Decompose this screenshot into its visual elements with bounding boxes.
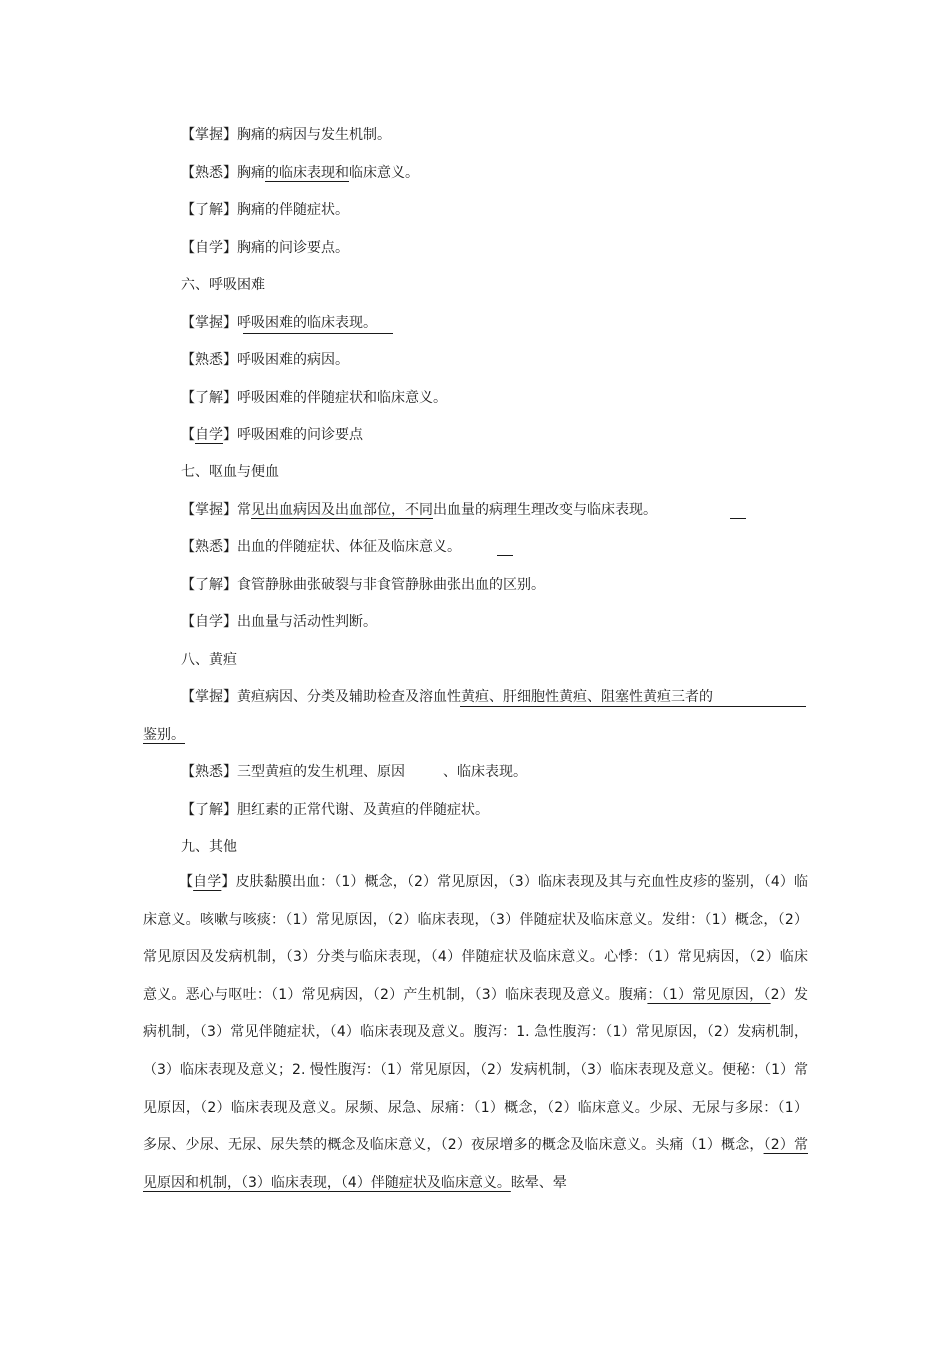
objective-text: 胸痛的病因与发生机制。: [237, 127, 391, 143]
underlined-text: 性黄疸、肝细胞性黄疸、阻塞性黄疸三者的: [447, 689, 713, 705]
section-heading-dyspnea: 六、呼吸困难: [181, 277, 265, 293]
hematemesis-understand: 【了解】食管静脉曲张破裂与非食管静脉曲张出血的区别。: [181, 577, 545, 593]
chest-pain-self-study: 【自学】胸痛的问诊要点。: [181, 240, 349, 256]
tag-master: 【掌握】: [181, 502, 237, 518]
other-self-study-paragraph: 【自学】皮肤黏膜出血：（1）概念，（2）常见原因，（3）临床表现及其与充血性皮疹的鉴别，（4）临床意义。咳嗽与咳痰：（1）常见原因，（2）临床表现，（3）伴随症状及临床意义。发绀：（1）概念，（2）常见原因及发病机制，（3）分类与临床表现，（4）伴随症状及临床意义。心悸：（1）常见病因，（2）临床意义。恶心与呕吐：（1）常见病因，（2）产生机制，（3）临床表现及意义。腹痛：（1）常见原因，（2）发病机制，（3）常见伴随症状，（4）临床表现及意义。腹泻：1. 急性腹泻：（1）常见原因，（2）发病机制，（3）临床表现及意义；2. 慢性腹泻：（1）常见原因，（2）发病机制，（3）临床表现及意义。便秘：（1）常见原因，（2）临床表现及意义。尿频、尿急、尿痛：（1）概念，（2）临床意义。少尿、无尿与多尿：（1）多尿、少尿、无尿、尿失禁的概念及临床意义，（2）夜尿增多的概念及临床意义。头痛（1）概念，（2）常见原因和机制，（3）临床表现，（4）伴随症状及临床意义。眩晕、晕: [143, 874, 809, 1191]
tag-familiar: 【熟悉】: [181, 539, 237, 555]
underline-rule: [460, 706, 806, 707]
tag-understand: 【了解】: [181, 577, 237, 593]
tag-familiar: 【熟悉】: [181, 764, 237, 780]
dyspnea-understand: 【了解】呼吸困难的伴随症状和临床意义。: [181, 390, 447, 406]
dyspnea-familiar: 【熟悉】呼吸困难的病因。: [181, 352, 349, 368]
underlined-text: 的临床表现和: [265, 165, 349, 181]
hematemesis-self-study: 【自学】出血量与活动性判断。: [181, 614, 377, 630]
tag-self-study: 【自学】: [181, 240, 237, 256]
chest-pain-understand: 【了解】胸痛的伴随症状。: [181, 202, 349, 218]
underlined-text: 见出血病因及出血部位，不同: [251, 502, 433, 518]
tag-understand: 【了解】: [181, 390, 237, 406]
section-heading-hematemesis: 七、呕血与便血: [181, 464, 279, 480]
tag-understand: 【了解】: [181, 802, 237, 818]
tag-self-study: 自学: [195, 427, 223, 443]
blank-rule: [730, 518, 746, 519]
tag-master: 【掌握】: [181, 127, 237, 143]
tag-familiar: 【熟悉】: [181, 165, 237, 181]
tag-self-study: 【自学】: [181, 614, 237, 630]
tag-self-study: 自学: [193, 874, 222, 890]
blank-rule: [497, 555, 513, 556]
underlined-text: ：（1）常见原因，（: [647, 986, 771, 1003]
jaundice-master: 【掌握】黄疸病因、分类及辅助检查及溶血性黄疸、肝细胞性黄疸、阻塞性黄疸三者的: [181, 689, 713, 705]
dyspnea-self-study: 【自学】呼吸困难的问诊要点: [181, 427, 363, 443]
jaundice-understand: 【了解】胆红素的正常代谢、及黄疸的伴随症状。: [181, 802, 489, 818]
section-heading-jaundice: 八、黄疸: [181, 652, 237, 668]
jaundice-master-cont: 鉴别。: [143, 727, 185, 743]
dyspnea-master: 【掌握】呼吸困难的临床表现。: [181, 315, 377, 331]
underline-rule: [243, 333, 393, 334]
chest-pain-master: [181, 125, 391, 145]
tag-master: 【掌握】: [181, 315, 237, 331]
tag-understand: 【了解】: [181, 202, 237, 218]
section-heading-other: 九、其他: [181, 839, 237, 855]
underlined-text: （2）常见原因和机制，（3）临床表现，（4）伴随症状及临床意义。: [143, 1137, 808, 1191]
hematemesis-familiar: 【熟悉】出血的伴随症状、体征及临床意义。: [181, 539, 461, 555]
chest-pain-familiar: 【熟悉】胸痛的临床表现和临床意义。: [181, 165, 419, 181]
tag-familiar: 【熟悉】: [181, 352, 237, 368]
tag-master: 【掌握】: [181, 689, 237, 705]
hematemesis-master: 【掌握】常见出血病因及出血部位，不同出血量的病理生理改变与临床表现。: [181, 502, 657, 518]
jaundice-familiar: 【熟悉】三型黄疸的发生机理、原因 、临床表现。: [181, 764, 527, 780]
